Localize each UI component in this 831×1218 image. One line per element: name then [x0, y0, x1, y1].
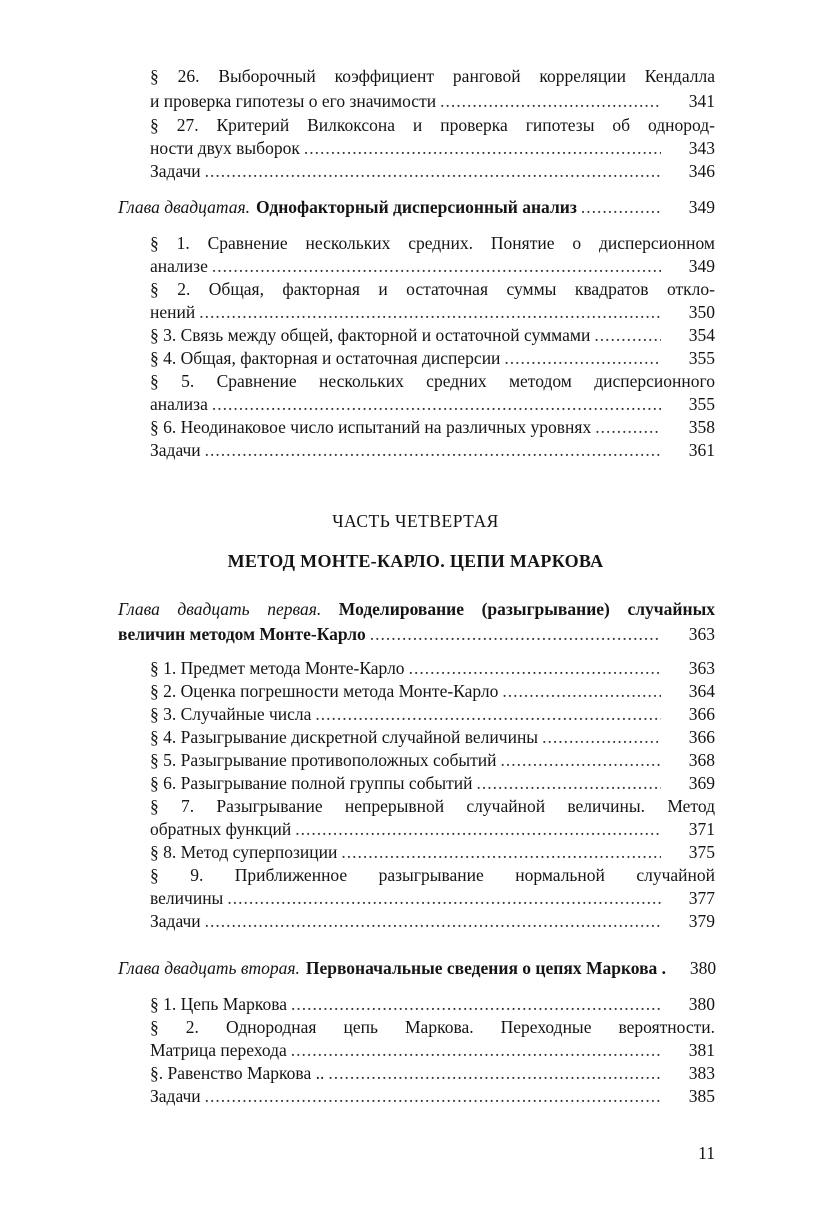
toc-entry: § 6. Разыгрывание полной группы событий ..... 369 — [150, 772, 715, 794]
leader-dots — [594, 324, 661, 346]
page-ref: 380 — [689, 958, 717, 978]
page-ref: 377 — [688, 888, 715, 908]
page-number: 11 — [698, 1143, 715, 1163]
chapter-title: Однофакторный дисперсионный анализ — [255, 197, 577, 217]
chapter-label: Глава двадцать первая. — [118, 599, 322, 619]
page-ref: 361 — [688, 440, 715, 460]
page-ref: 350 — [688, 302, 715, 322]
toc-entry: анализе ..... 349 — [150, 255, 715, 277]
leader-dots — [291, 993, 661, 1015]
page-ref: 355 — [688, 348, 715, 368]
toc-entry: обратных функций ..... 371 — [150, 818, 715, 840]
toc-entry: § 5. Разыгрывание противоположных событий ..... 368 — [150, 749, 715, 771]
leader-dots — [227, 887, 661, 909]
leader-dots — [212, 393, 661, 415]
chapter-title: Моделирование (разыгрывание) случайных — [338, 599, 715, 619]
page-ref: 368 — [688, 750, 715, 770]
leader-dots — [295, 818, 661, 840]
leader-dots — [542, 726, 661, 748]
leader-dots — [501, 749, 661, 771]
page-ref: 371 — [688, 819, 715, 839]
leader-dots — [304, 137, 661, 159]
toc-entry: § 2. Оценка погрешности метода Монте-Карло ..... 364 — [150, 680, 715, 702]
toc-line: § 5. Сравнение нескольких средних методом дисперсионного — [150, 371, 715, 391]
leader-dots — [199, 301, 661, 323]
toc-entry: и проверка гипотезы о его значимости ..... 341 — [150, 90, 715, 112]
page-ref: 341 — [688, 91, 715, 111]
toc-line: § 2. Однородная цепь Маркова. Переходные вероятности. — [150, 1017, 715, 1037]
leader-dots — [205, 1085, 661, 1107]
leader-dots — [205, 910, 661, 932]
leader-dots — [205, 160, 661, 182]
page-ref: 385 — [688, 1086, 715, 1106]
toc-line: § 2. Общая, факторная и остаточная суммы квадратов откло- — [150, 279, 715, 299]
page-ref: 366 — [688, 727, 715, 747]
leader-dots — [595, 416, 661, 438]
toc-entry: нений ..... 350 — [150, 301, 715, 323]
toc-entry: § 3. Связь между общей, факторной и остаточной суммами ..... 354 — [150, 324, 715, 346]
toc-entry: § 1. Предмет метода Монте-Карло ..... 363 — [150, 657, 715, 679]
page-ref: 354 — [688, 325, 715, 345]
leader-dots — [440, 90, 661, 112]
toc-line: § 26. Выборочный коэффициент ранговой корреляции Кендалла — [150, 66, 715, 86]
leader-dots — [370, 623, 661, 645]
leader-dots — [328, 1062, 661, 1084]
toc-entry: Задачи ..... 379 — [150, 910, 715, 932]
part-title: МЕТОД МОНТЕ-КАРЛО. ЦЕПИ МАРКОВА — [227, 551, 604, 571]
chapter-label: Глава двадцать вторая. — [118, 958, 300, 978]
leader-dots — [477, 772, 662, 794]
toc-entry: § 4. Общая, факторная и остаточная дисперсии ..... 355 — [150, 347, 715, 369]
chapter-heading-cont — [118, 623, 715, 645]
toc-entry: ности двух выборок ..... 343 — [150, 137, 715, 159]
page-ref: 363 — [688, 624, 715, 644]
page-ref: 379 — [688, 911, 715, 931]
leader-dots — [581, 196, 661, 218]
toc-entry: анализа ..... 355 — [150, 393, 715, 415]
page-ref: 366 — [688, 704, 715, 724]
toc-entry: Матрица перехода ..... 381 — [150, 1039, 715, 1061]
page-ref: 349 — [688, 256, 715, 276]
part-heading: ЧАСТЬ ЧЕТВЕРТАЯ — [332, 511, 499, 531]
toc-entry: § 6. Неодинаковое число испытаний на различных уровнях ..... 358 — [150, 416, 715, 438]
leader-dots — [291, 1039, 661, 1061]
leader-dots — [205, 439, 661, 461]
leader-dots — [212, 255, 661, 277]
page-ref: 358 — [688, 417, 715, 437]
leader-dots — [409, 657, 661, 679]
toc-line: § 9. Приближенное разыгрывание нормальной случайной — [150, 865, 715, 885]
page-ref: 346 — [688, 161, 715, 181]
toc-line: § 7. Разыгрывание непрерывной случайной величины. Метод — [150, 796, 715, 816]
toc-entry: Задачи ..... 385 — [150, 1085, 715, 1107]
toc-entry: § 8. Метод суперпозиции ..... 375 — [150, 841, 715, 863]
toc-entry: § 4. Разыгрывание дискретной случайной величины ..... 366 — [150, 726, 715, 748]
toc-line: § 1. Сравнение нескольких средних. Понятие о дисперсионном — [150, 233, 715, 253]
page-ref: 375 — [688, 842, 715, 862]
toc-entry: Задачи ..... 346 — [150, 160, 715, 182]
page-ref: 363 — [688, 658, 715, 678]
toc-entry: § 3. Случайные числа ..... 366 — [150, 703, 715, 725]
page-ref: 369 — [688, 773, 715, 793]
toc-entry: §. Равенство Маркова .. ..... 383 — [150, 1062, 715, 1084]
page-ref: 380 — [688, 994, 715, 1014]
chapter-heading — [118, 957, 715, 979]
page-ref: 349 — [688, 197, 715, 217]
chapter-title: Первоначальные сведения о цепях Маркова . — [305, 958, 667, 978]
toc-entry: Задачи ..... 361 — [150, 439, 715, 461]
leader-dots — [504, 347, 661, 369]
page-ref: 343 — [688, 138, 715, 158]
leader-dots — [502, 680, 661, 702]
toc-entry: величины ..... 377 — [150, 887, 715, 909]
page-ref: 364 — [688, 681, 715, 701]
page-ref: 355 — [688, 394, 715, 414]
chapter-heading — [118, 598, 715, 620]
leader-dots — [315, 703, 661, 725]
leader-dots — [341, 841, 661, 863]
toc-line: § 27. Критерий Вилкоксона и проверка гипотезы об однород- — [150, 115, 715, 135]
chapter-label: Глава двадцатая. — [118, 197, 250, 217]
chapter-heading — [118, 196, 715, 218]
toc-entry: § 1. Цепь Маркова ..... 380 — [150, 993, 715, 1015]
page-ref: 381 — [688, 1040, 715, 1060]
chapter-title: величин методом Монте-Карло — [118, 624, 366, 644]
page-ref: 383 — [688, 1063, 715, 1083]
